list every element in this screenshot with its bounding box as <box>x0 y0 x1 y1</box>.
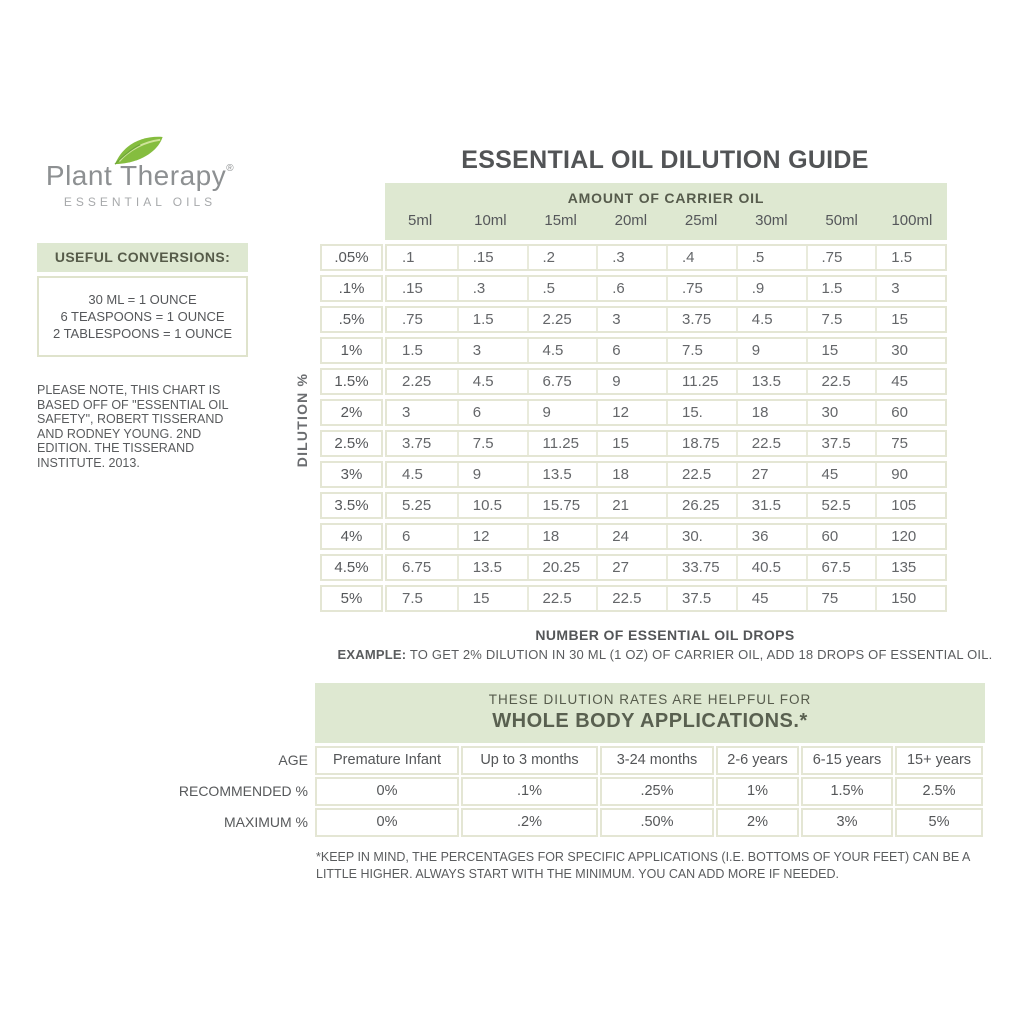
drops-cell: 27 <box>736 463 806 486</box>
column-header: 10ml <box>474 212 507 229</box>
body-apps-header <box>315 683 985 743</box>
example-body: TO GET 2% DILUTION IN 30 ML (1 OZ) OF CARRIER OIL, ADD 18 DROPS OF ESSENTIAL OIL. <box>406 647 993 662</box>
table-row <box>320 244 947 271</box>
drops-cell: 2.25 <box>402 373 432 390</box>
dilution-pct-cell: 2.5% <box>320 430 383 457</box>
drops-cell: .3 <box>457 277 527 300</box>
drops-cell: 15 <box>457 587 527 610</box>
drops-cell: 6.75 <box>527 370 597 393</box>
conversion-item: 2 TABLESPOONS = 1 OUNCE <box>52 326 233 341</box>
conversion-item: 30 ML = 1 OUNCE <box>88 292 197 307</box>
row-values <box>385 368 947 395</box>
dilution-pct-cell: 2% <box>320 399 383 426</box>
value-cell: 1% <box>716 777 799 806</box>
drops-cell: 15.75 <box>527 494 597 517</box>
registered-mark: ® <box>226 163 235 174</box>
drops-cell: 3.75 <box>402 435 432 452</box>
drops-cell: .4 <box>666 246 736 269</box>
row-values <box>385 399 947 426</box>
brand-wordmark: Plant Therapy <box>45 160 227 191</box>
drops-cell: 1.5 <box>457 308 527 331</box>
drops-cell: 37.5 <box>806 432 876 455</box>
drops-cell: 45 <box>875 370 945 393</box>
drops-cell: 9 <box>527 401 597 424</box>
column-header: 15ml <box>544 212 577 229</box>
drops-cell: 2.25 <box>527 308 597 331</box>
value-cell: .50% <box>600 808 714 837</box>
drops-cell: 6.75 <box>402 559 432 576</box>
drops-cell: 30 <box>875 339 945 362</box>
table-row <box>78 746 988 775</box>
drops-cell: 7.5 <box>806 308 876 331</box>
value-cell: .1% <box>461 777 598 806</box>
drops-cell: 60 <box>875 401 945 424</box>
page-title: ESSENTIAL OIL DILUTION GUIDE <box>461 146 869 174</box>
drops-cell: 12 <box>457 525 527 548</box>
value-cell: .25% <box>600 777 714 806</box>
value-cell: 3-24 months <box>600 746 714 775</box>
body-apps-subtitle: THESE DILUTION RATES ARE HELPFUL FOR <box>488 692 812 707</box>
value-cell: 3% <box>801 808 893 837</box>
dilution-pct-cell: 1.5% <box>320 368 383 395</box>
drops-cell: 37.5 <box>666 587 736 610</box>
drops-cell: .5 <box>736 246 806 269</box>
value-cell: 6-15 years <box>801 746 893 775</box>
drops-cell: .75 <box>806 246 876 269</box>
table-row <box>320 492 947 519</box>
drops-cell: 9 <box>736 339 806 362</box>
column-header: 30ml <box>755 212 788 229</box>
row-values <box>385 430 947 457</box>
drops-cell: 13.5 <box>457 556 527 579</box>
drops-cell: 4.5 <box>527 339 597 362</box>
row-values <box>385 554 947 581</box>
body-apps-table <box>78 746 988 839</box>
drops-cell: 11.25 <box>666 370 736 393</box>
table-row <box>320 554 947 581</box>
drops-cell: 1.5 <box>402 342 423 359</box>
drops-cell: 3 <box>596 308 666 331</box>
value-cell: 0% <box>315 808 459 837</box>
drops-cell: 30 <box>806 401 876 424</box>
drops-cell: 3.75 <box>666 308 736 331</box>
example-label: EXAMPLE: <box>337 647 407 662</box>
example-text <box>335 647 995 662</box>
dilution-pct-cell: 3.5% <box>320 492 383 519</box>
drops-cell: 3 <box>875 277 945 300</box>
drops-cell: 52.5 <box>806 494 876 517</box>
column-header: 20ml <box>614 212 648 229</box>
value-cell: Premature Infant <box>315 746 459 775</box>
drops-cell: 105 <box>875 494 945 517</box>
drops-cell: 33.75 <box>666 556 736 579</box>
dilution-pct-cell: 5% <box>320 585 383 612</box>
drops-cell: 13.5 <box>736 370 806 393</box>
value-cell: 2-6 years <box>716 746 799 775</box>
drops-cell: 22.5 <box>806 370 876 393</box>
drops-cell: 7.5 <box>457 432 527 455</box>
brand-name <box>30 160 250 192</box>
dilution-side-label: DILUTION % <box>294 372 310 468</box>
drops-cell: 120 <box>875 525 945 548</box>
drops-cell: 75 <box>806 587 876 610</box>
drops-cell: 18 <box>527 525 597 548</box>
drops-cell: 4.5 <box>457 370 527 393</box>
table-row <box>320 275 947 302</box>
dilution-pct-cell: .1% <box>320 275 383 302</box>
drops-cell: .5 <box>527 277 597 300</box>
drops-cell: 9 <box>457 463 527 486</box>
source-note: PLEASE NOTE, THIS CHART IS BASED OFF OF "ESSENTIAL OIL SAFETY", ROBERT TISSERAND AND RODNEY YOUNG. 2ND EDITION. THE TISSERAND INSTITUTE. 2013. <box>37 383 229 470</box>
drops-cell: .3 <box>596 246 666 269</box>
dilution-pct-cell: .05% <box>320 244 383 271</box>
drops-cell: 31.5 <box>736 494 806 517</box>
drops-cell: 12 <box>596 401 666 424</box>
drops-cell: 18 <box>736 401 806 424</box>
row-values <box>385 337 947 364</box>
row-label: AGE <box>278 752 308 768</box>
drops-cell: 11.25 <box>527 432 597 455</box>
drops-cell: 26.25 <box>666 494 736 517</box>
drops-cell: 22.5 <box>596 587 666 610</box>
drops-cell: 15 <box>596 432 666 455</box>
drops-cell: 6 <box>457 401 527 424</box>
drops-cell: 1.5 <box>806 277 876 300</box>
drops-cell: 22.5 <box>736 432 806 455</box>
drops-cell: 9 <box>596 370 666 393</box>
drops-cell: 15. <box>666 401 736 424</box>
table-row <box>78 808 988 837</box>
drops-cell: 5.25 <box>402 497 432 514</box>
drops-cell: .6 <box>596 277 666 300</box>
table-row <box>78 777 988 806</box>
value-cell: Up to 3 months <box>461 746 598 775</box>
value-cell: 15+ years <box>895 746 983 775</box>
dilution-pct-cell: .5% <box>320 306 383 333</box>
drops-cell: .1 <box>402 249 415 266</box>
dilution-pct-cell: 4.5% <box>320 554 383 581</box>
drops-cell: 27 <box>596 556 666 579</box>
drops-cell: 6 <box>402 528 411 545</box>
table-row <box>320 430 947 457</box>
row-values <box>385 492 947 519</box>
carrier-oil-header: AMOUNT OF CARRIER OIL <box>567 190 765 206</box>
drops-cell: 45 <box>806 463 876 486</box>
table-row <box>320 585 947 612</box>
value-cell: 1.5% <box>801 777 893 806</box>
drops-cell: 7.5 <box>402 590 423 607</box>
drops-cell: .9 <box>736 277 806 300</box>
drops-cell: 18 <box>596 463 666 486</box>
value-cell: .2% <box>461 808 598 837</box>
drops-cell: 60 <box>806 525 876 548</box>
table-row <box>320 368 947 395</box>
conversions-title: USEFUL CONVERSIONS: <box>37 243 248 272</box>
row-values <box>385 585 947 612</box>
drops-cell: 24 <box>596 525 666 548</box>
dilution-pct-cell: 3% <box>320 461 383 488</box>
value-cell: 0% <box>315 777 459 806</box>
drops-cell: 3 <box>402 404 411 421</box>
row-values <box>385 461 947 488</box>
conversions-list <box>37 276 248 357</box>
table-row <box>320 461 947 488</box>
drops-cell: .15 <box>402 280 423 297</box>
drops-cell: 15 <box>875 308 945 331</box>
dilution-pct-cell: 4% <box>320 523 383 550</box>
value-cell: 2% <box>716 808 799 837</box>
column-header: 5ml <box>408 212 433 229</box>
dilution-pct-cell: 1% <box>320 337 383 364</box>
value-cell: 5% <box>895 808 983 837</box>
drops-cell: 20.25 <box>527 556 597 579</box>
drops-cell: 6 <box>596 339 666 362</box>
drops-cell: 135 <box>875 556 945 579</box>
drops-cell: 36 <box>736 525 806 548</box>
row-values <box>385 306 947 333</box>
drops-cell: 22.5 <box>527 587 597 610</box>
brand-tagline: ESSENTIAL OILS <box>63 195 217 209</box>
drops-cell: 22.5 <box>666 463 736 486</box>
carrier-columns <box>385 212 947 229</box>
drops-cell: .2 <box>527 246 597 269</box>
row-label: RECOMMENDED % <box>178 783 308 799</box>
drops-cell: .75 <box>402 311 423 328</box>
drops-cell: 67.5 <box>806 556 876 579</box>
drops-cell: 75 <box>875 432 945 455</box>
drops-cell: 30. <box>666 525 736 548</box>
drops-cell: 21 <box>596 494 666 517</box>
conversion-item: 6 TEASPOONS = 1 OUNCE <box>60 309 225 324</box>
carrier-oil-header-band <box>385 183 947 240</box>
conversions-box <box>37 243 248 357</box>
table-row <box>320 337 947 364</box>
main-table-rows <box>320 244 947 616</box>
body-apps-title: WHOLE BODY APPLICATIONS.* <box>492 710 808 732</box>
drops-cell: 90 <box>875 463 945 486</box>
drops-cell: 10.5 <box>457 494 527 517</box>
table-row <box>320 399 947 426</box>
drops-cell: 40.5 <box>736 556 806 579</box>
column-header: 50ml <box>825 212 858 229</box>
drops-cell: 7.5 <box>666 339 736 362</box>
drops-cell: 4.5 <box>402 466 423 483</box>
row-values <box>385 275 947 302</box>
drops-cell: 13.5 <box>527 463 597 486</box>
row-values <box>385 244 947 271</box>
footnote: *KEEP IN MIND, THE PERCENTAGES FOR SPECIFIC APPLICATIONS (I.E. BOTTOMS OF YOUR FEET) CAN BE A LITTLE HIGHER. ALWAYS START WITH THE MINIMUM. YOU CAN ADD MORE IF NEEDED. <box>316 850 970 881</box>
column-header: 100ml <box>891 212 933 229</box>
drops-cell: 18.75 <box>666 432 736 455</box>
drops-cell: 1.5 <box>875 246 945 269</box>
drops-cell: .75 <box>666 277 736 300</box>
drops-cell: 15 <box>806 339 876 362</box>
drops-cell: 3 <box>457 339 527 362</box>
table-row <box>320 306 947 333</box>
drops-cell: .15 <box>457 246 527 269</box>
table-row <box>320 523 947 550</box>
column-header: 25ml <box>684 212 718 229</box>
drops-cell: 4.5 <box>736 308 806 331</box>
drops-caption: NUMBER OF ESSENTIAL OIL DROPS <box>535 627 795 643</box>
drops-cell: 45 <box>736 587 806 610</box>
row-label: MAXIMUM % <box>224 814 308 830</box>
row-values <box>385 523 947 550</box>
value-cell: 2.5% <box>895 777 983 806</box>
drops-cell: 150 <box>875 587 945 610</box>
